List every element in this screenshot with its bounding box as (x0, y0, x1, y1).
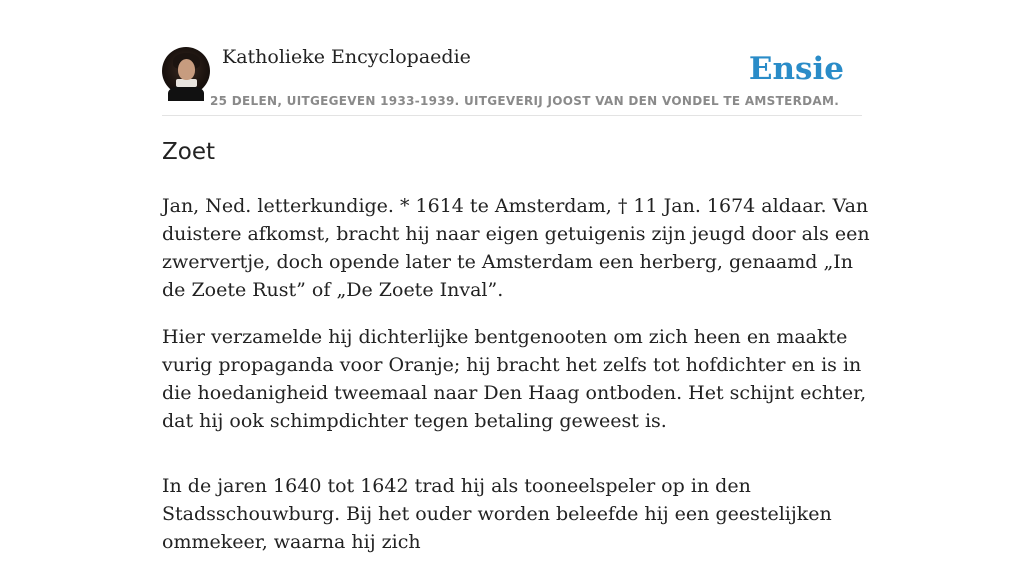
ensie-logo-link[interactable]: Ensie (748, 51, 844, 87)
portrait-avatar-icon[interactable] (162, 47, 210, 95)
avatar-face (178, 59, 195, 80)
article-body (162, 192, 882, 575)
article-title: Zoet (162, 139, 215, 165)
article-paragraph: Hier verzamelde hij dichterlijke bentgenooten om zich heen en maakte vurig propaganda voor Oranje; hij bracht het zelfs tot hofdichter en is in die hoedanigheid tweemaal naar Den Haag ontboden. Het schijnt echter, dat hij ook schimpdichter tegen betaling geweest is. (162, 326, 867, 432)
encyclopedia-title[interactable]: Katholieke Encyclopaedie (222, 46, 471, 68)
encyclopedia-subtitle: 25 DELEN, UITGEGEVEN 1933-1939. UITGEVERIJ JOOST VAN DEN VONDEL TE AMSTERDAM. (210, 94, 840, 108)
article-paragraph: In de jaren 1640 tot 1642 trad hij als tooneelspeler op in den Stadsschouwburg. Bij het ouder worden beleefde hij een geestelijken ommekeer, waarna hij zich (162, 475, 832, 553)
site-header (162, 46, 862, 116)
avatar-collar (176, 79, 197, 87)
avatar-body (168, 85, 204, 101)
article-paragraph: Jan, Ned. letterkundige. * 1614 te Amsterdam, † 11 Jan. 1674 aldaar. Van duistere afkomst, bracht hij naar eigen getuigenis zijn jeugd door als een zwervertje, doch opende later te Amsterdam een herberg, genaamd „In de Zoete Rust” of „De Zoete Inval”. (162, 195, 870, 301)
